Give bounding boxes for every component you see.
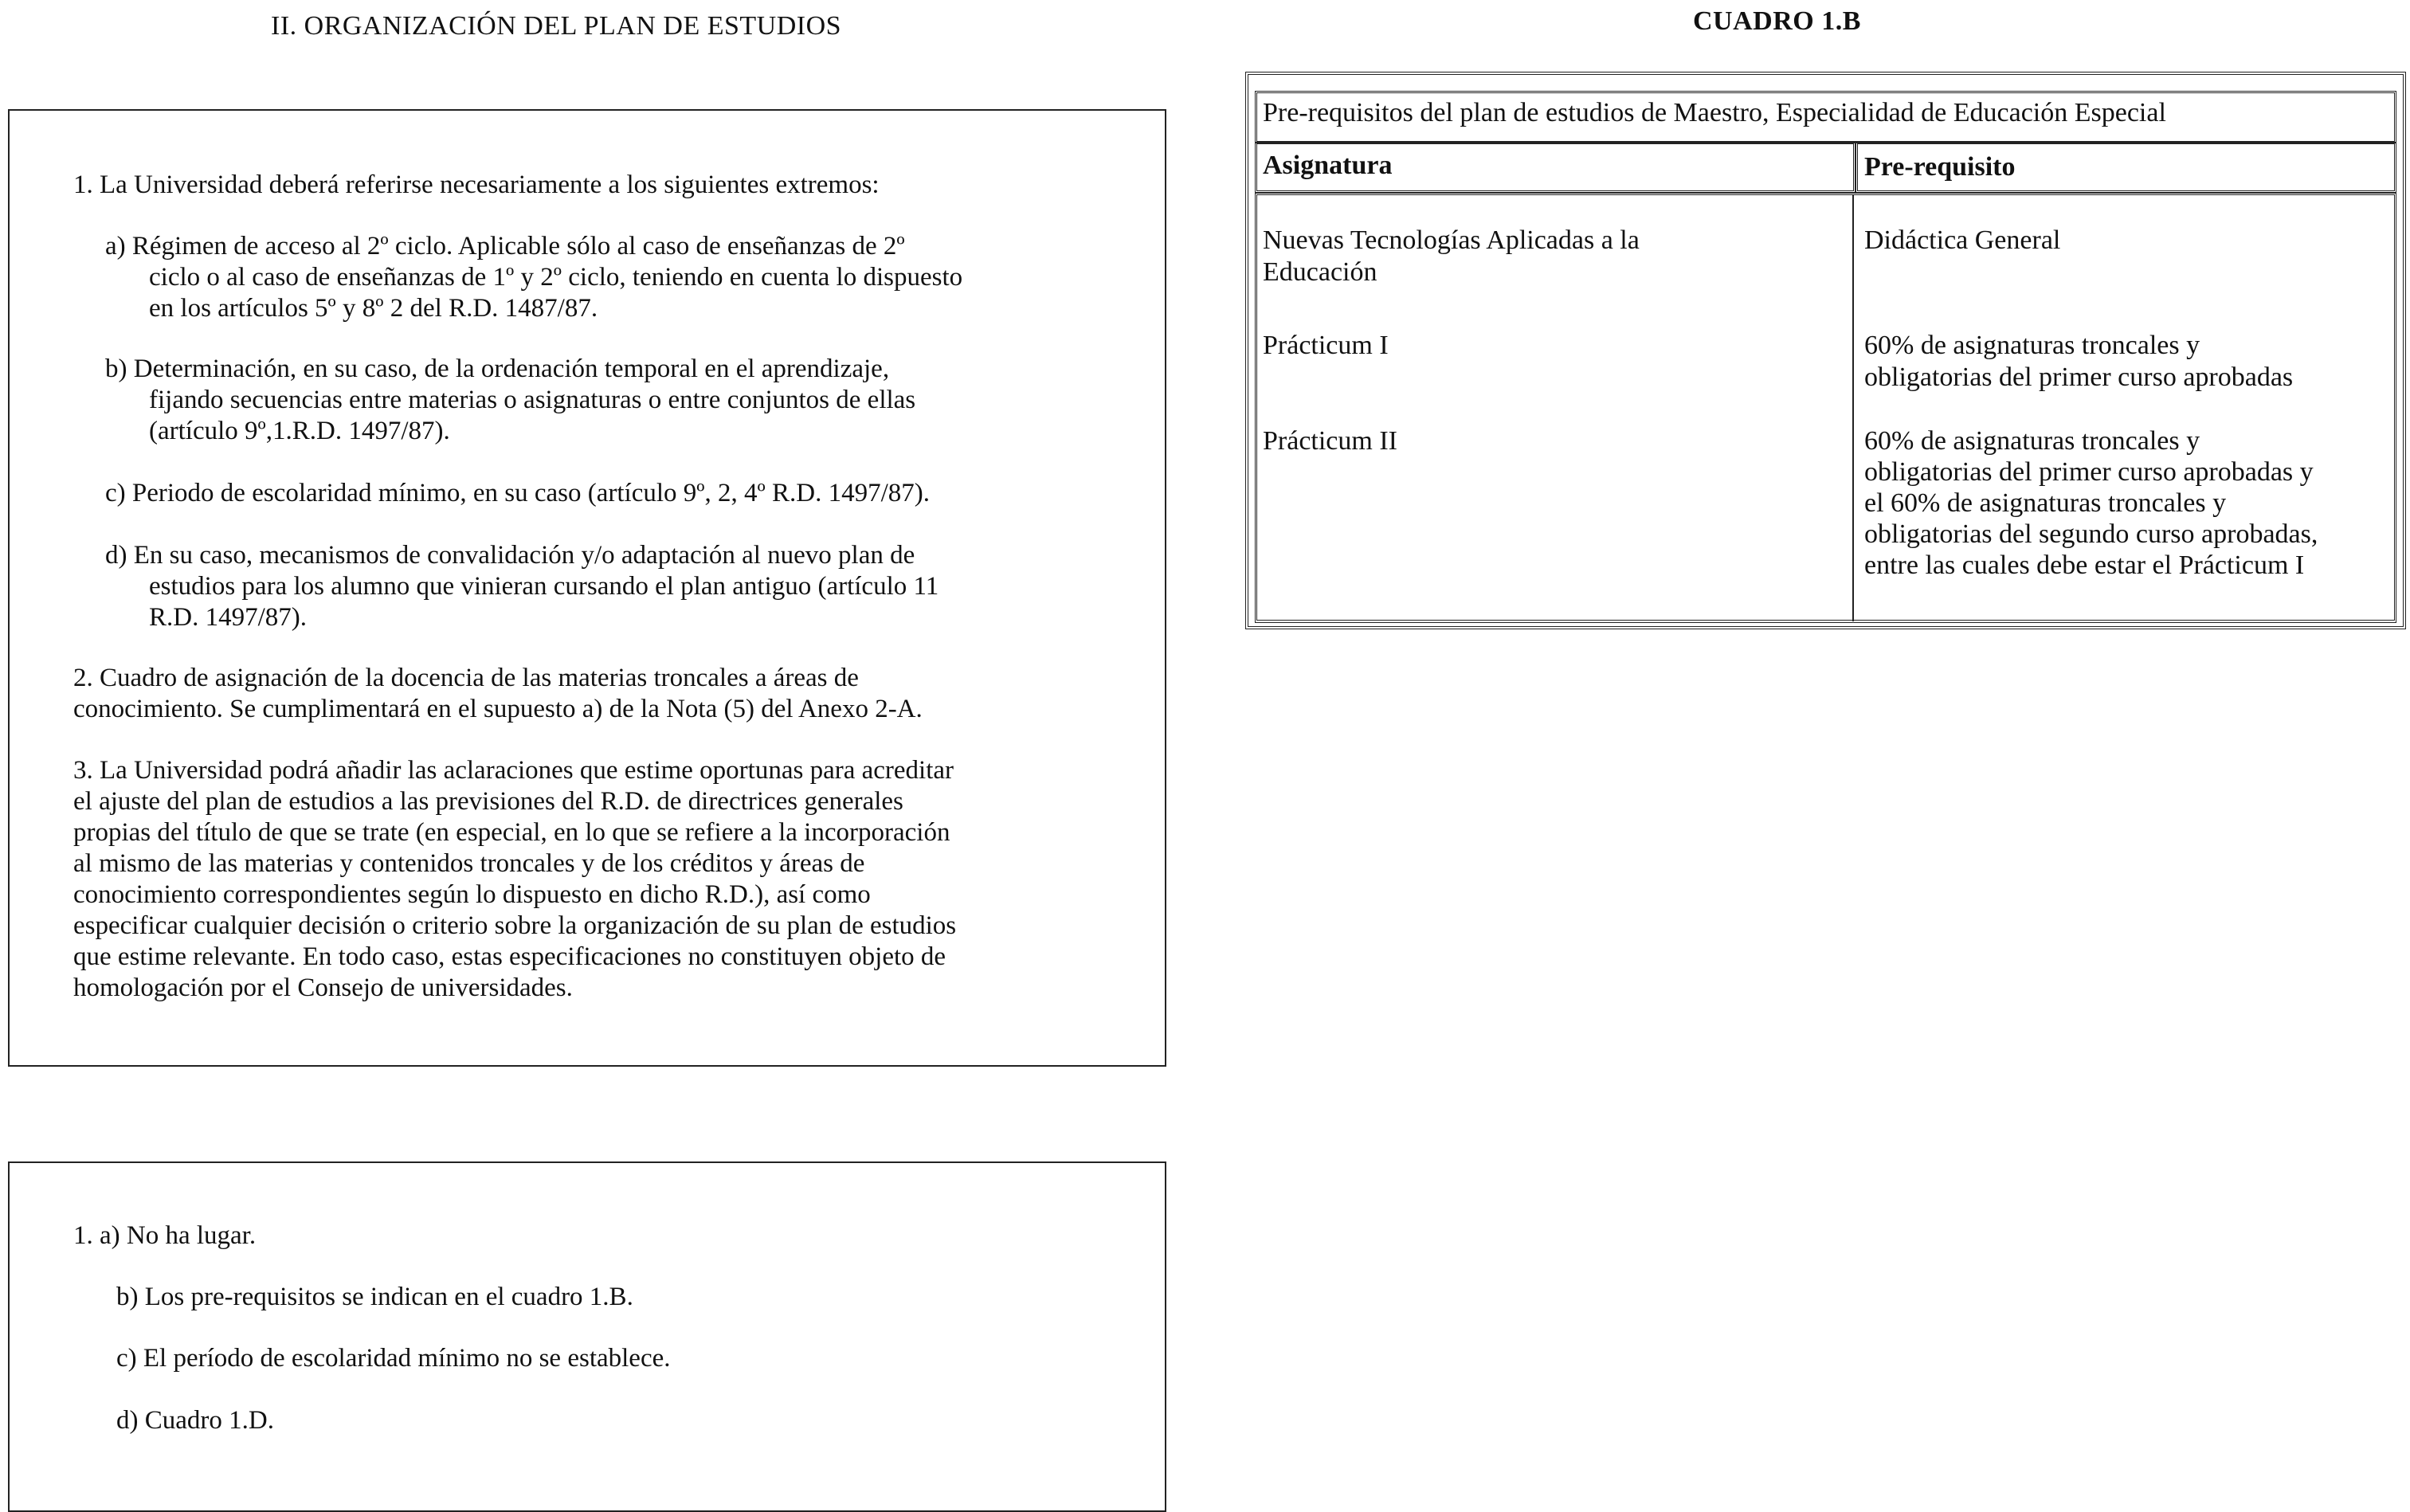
line: b) Determinación, en su caso, de la ordenación temporal en el aprendizaje, xyxy=(105,354,890,383)
cell-line: Prácticum I xyxy=(1263,331,1389,360)
line: homologación por el Consejo de universidades. xyxy=(73,973,573,1002)
column-header-prerequisito: Pre-requisito xyxy=(1864,152,2016,182)
line: en los artículos 5º y 8º 2 del R.D. 1487/87. xyxy=(149,294,598,323)
table-row-3-prerequisito xyxy=(1864,425,2318,581)
answer-d: d) Cuadro 1.D. xyxy=(116,1406,274,1435)
line: propias del título de que se trate (en especial, en lo que se refiere a la incorporación xyxy=(73,818,950,847)
cell-line: Educación xyxy=(1263,257,1377,287)
item-1b xyxy=(105,354,915,447)
line: 2. Cuadro de asignación de la docencia de las materias troncales a áreas de xyxy=(73,664,859,692)
cell-line: el 60% de asignaturas troncales y xyxy=(1864,488,2227,518)
item-1c xyxy=(105,478,930,509)
line: c) Periodo de escolaridad mínimo, en su caso (artículo 9º, 2, 4º R.D. 1497/87). xyxy=(105,479,930,507)
line: 3. La Universidad podrá añadir las aclaraciones que estime oportunas para acreditar xyxy=(73,756,954,785)
cell-line: 60% de asignaturas troncales y xyxy=(1864,426,2200,456)
item-1a xyxy=(105,231,962,324)
cell-line: obligatorias del primer curso aprobadas y xyxy=(1864,457,2314,487)
line: R.D. 1497/87). xyxy=(149,603,307,632)
cell-line: Nuevas Tecnologías Aplicadas a la xyxy=(1263,225,1640,255)
item-3 xyxy=(73,755,956,1004)
line: estudios para los alumno que vinieran cursando el plan antiguo (artículo 11 xyxy=(149,572,939,601)
line: (artículo 9º,1.R.D. 1497/87). xyxy=(149,417,450,445)
table-row-1-prerequisito xyxy=(1864,225,2060,257)
line: conocimiento. Se cumplimentará en el supuesto a) de la Nota (5) del Anexo 2-A. xyxy=(73,695,923,723)
cell-line: obligatorias del primer curso aprobadas xyxy=(1864,362,2294,392)
cell-line: entre las cuales debe estar el Prácticum I xyxy=(1864,550,2305,580)
line: fijando secuencias entre materias o asignaturas o entre conjuntos de ellas xyxy=(149,386,916,414)
table-caption: Pre-requisitos del plan de estudios de Maestro, Especialidad de Educación Especial xyxy=(1263,98,2166,127)
section-title: II. ORGANIZACIÓN DEL PLAN DE ESTUDIOS xyxy=(271,11,842,41)
table-row-1-asignatura xyxy=(1263,225,1640,288)
item-1 xyxy=(73,170,880,201)
cell-line: 60% de asignaturas troncales y xyxy=(1864,331,2200,360)
table-row-2-prerequisito xyxy=(1864,330,2293,394)
line: d) En su caso, mecanismos de convalidación y/o adaptación al nuevo plan de xyxy=(105,541,915,570)
line: ciclo o al caso de enseñanzas de 1º y 2º ciclo, teniendo en cuenta lo dispuesto xyxy=(149,263,963,292)
item-2 xyxy=(73,663,923,725)
item-1d xyxy=(105,540,939,633)
cuadro-title: CUADRO 1.B xyxy=(1693,6,1861,36)
table-row-2-asignatura xyxy=(1263,330,1389,362)
prerequisites-table xyxy=(1245,72,2406,629)
answer-b: b) Los pre-requisitos se indican en el cuadro 1.B. xyxy=(116,1283,633,1311)
line: 1. La Universidad deberá referirse necesariamente a los siguientes extremos: xyxy=(73,170,880,199)
cell-line: obligatorias del segundo curso aprobadas, xyxy=(1864,519,2318,549)
line: especificar cualquier decisión o criterio sobre la organización de su plan de estudios xyxy=(73,911,957,940)
table-row-3-asignatura xyxy=(1263,425,1397,457)
line: que estime relevante. En todo caso, estas especificaciones no constituyen objeto de xyxy=(73,942,946,971)
cell-line: Prácticum II xyxy=(1263,426,1397,456)
answers-box xyxy=(8,1161,1166,1512)
answer-a: 1. a) No ha lugar. xyxy=(73,1221,257,1250)
line: conocimiento correspondientes según lo dispuesto en dicho R.D.), así como xyxy=(73,880,871,909)
line: al mismo de las materias y contenidos troncales y de los créditos y áreas de xyxy=(73,849,865,878)
line: el ajuste del plan de estudios a las previsiones del R.D. de directrices generales xyxy=(73,787,903,816)
answer-c: c) El período de escolaridad mínimo no se establece. xyxy=(116,1344,671,1373)
cell-line: Didáctica General xyxy=(1864,225,2061,255)
column-header-asignatura: Asignatura xyxy=(1263,151,1393,180)
line: a) Régimen de acceso al 2º ciclo. Aplicable sólo al caso de enseñanzas de 2º xyxy=(105,232,905,260)
column-divider xyxy=(1852,194,1854,621)
